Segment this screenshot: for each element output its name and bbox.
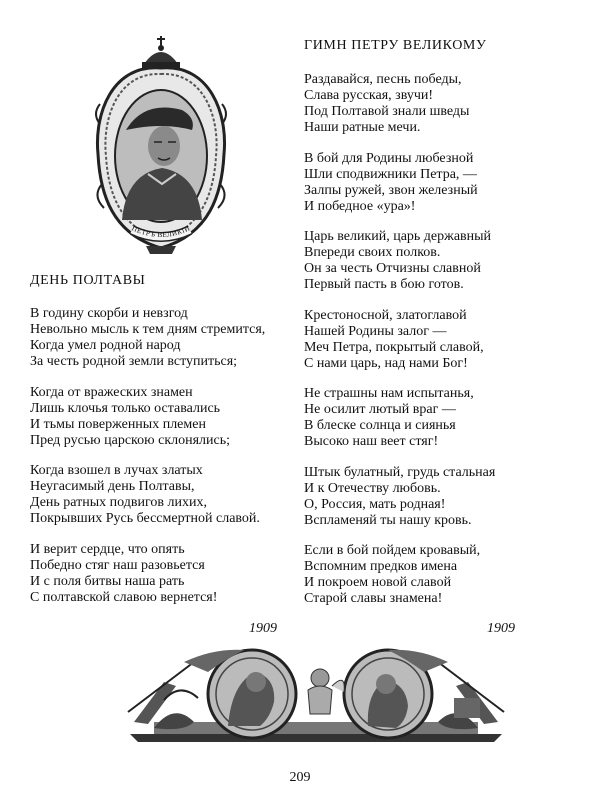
right-poem-title: ГИМН ПЕТРУ ВЕЛИКОМУ bbox=[304, 38, 487, 53]
verse-line: И к Отечеству любовь. bbox=[304, 480, 441, 496]
verse-line: С полтавской славою вернется! bbox=[30, 589, 218, 605]
stanza bbox=[304, 308, 484, 372]
verse-line: Наши ратные мечи. bbox=[304, 120, 421, 135]
verse-line: И тьмы поверженных племен bbox=[30, 416, 206, 432]
verse-line: И с поля битвы наша рать bbox=[30, 573, 185, 589]
crown-icon bbox=[142, 36, 180, 68]
stanza bbox=[304, 543, 480, 607]
page-number: 209 bbox=[289, 770, 311, 785]
verse-line: Не осилит лютый враг — bbox=[304, 402, 456, 417]
verse-line: В годину скорби и невзгод bbox=[30, 306, 188, 321]
verse-line: Крестоносной, златоглавой bbox=[304, 307, 467, 323]
verse-line: Царь великий, царь державный bbox=[304, 229, 492, 244]
verse-line: Победно стяг наш разовьется bbox=[30, 557, 205, 573]
verse-line: Лишь клочья только оставались bbox=[30, 400, 221, 416]
right-poem-year: 1909 bbox=[487, 621, 515, 636]
left-poem-year: 1909 bbox=[249, 621, 277, 636]
verse-line: День ратных подвигов лихих, bbox=[30, 495, 207, 510]
verse-line: Залпы ружей, звон железный bbox=[304, 182, 478, 198]
verse-line: Меч Петра, покрытый славой, bbox=[304, 339, 484, 355]
verse-line: Вспомним предков имена bbox=[304, 559, 458, 574]
verse-line: Пред русью царскою склонялись; bbox=[30, 432, 231, 448]
verse-line: За честь родной земли вступиться; bbox=[30, 354, 238, 369]
verse-line: Неугасимый день Полтавы, bbox=[30, 479, 195, 494]
stanza bbox=[30, 306, 265, 370]
verse-line: Слава русская, звучи! bbox=[304, 88, 434, 103]
stanza bbox=[304, 151, 478, 215]
verse-line: Старой славы знамена! bbox=[304, 591, 443, 606]
verse-line: Раздавайся, песнь победы, bbox=[304, 72, 462, 87]
verse-line: С нами царь, над нами Бог! bbox=[304, 355, 468, 371]
stanza bbox=[30, 385, 230, 449]
stanza bbox=[30, 542, 217, 606]
stanza bbox=[304, 386, 474, 450]
portrait-caption: ПЕТРЪ ВЕЛИКIИ bbox=[130, 224, 192, 240]
verse-line: Когда от вражеских знамен bbox=[30, 384, 193, 400]
verse-line: Впереди своих полков. bbox=[304, 245, 441, 260]
stanza bbox=[30, 463, 260, 527]
stanza bbox=[304, 465, 495, 529]
verse-line: Вспламеняй ты нашу кровь. bbox=[304, 512, 472, 528]
verse-line: Первый пасть в бою готов. bbox=[304, 277, 464, 292]
verse-line: Не страшны нам испытанья, bbox=[304, 386, 474, 401]
stanza bbox=[304, 229, 491, 293]
portrait-engraving bbox=[92, 34, 230, 256]
verse-line: Шли сподвижники Петра, — bbox=[304, 166, 477, 182]
verse-line: Когда умел родной народ bbox=[30, 338, 181, 353]
verse-line: Под Полтавой знали шведы bbox=[304, 104, 470, 119]
verse-line: Если в бой пойдем кровавый, bbox=[304, 543, 481, 558]
verse-line: Невольно мысль к тем дням стремится, bbox=[30, 322, 266, 337]
verse-line: И победное «ура»! bbox=[304, 198, 416, 214]
left-poem-title: ДЕНЬ ПОЛТАВЫ bbox=[30, 273, 146, 288]
verse-line: В блеске солнца и сиянья bbox=[304, 418, 456, 433]
stanza bbox=[304, 72, 469, 136]
verse-line: О, Россия, мать родная! bbox=[304, 496, 446, 512]
verse-line: В бой для Родины любезной bbox=[304, 150, 474, 166]
verse-line: И покроем новой славой bbox=[304, 575, 452, 590]
verse-line: Покрывших Русь бессмертной славой. bbox=[30, 511, 260, 526]
verse-line: Высоко наш веет стяг! bbox=[304, 434, 439, 449]
verse-line: Когда взошел в лучах златых bbox=[30, 463, 203, 478]
verse-line: Нашей Родины залог — bbox=[304, 323, 447, 339]
medallion-vignette bbox=[124, 642, 508, 744]
verse-line: Он за честь Отчизны славной bbox=[304, 261, 481, 276]
verse-line: И верит сердце, что опять bbox=[30, 541, 185, 557]
verse-line: Штык булатный, грудь стальная bbox=[304, 464, 496, 480]
